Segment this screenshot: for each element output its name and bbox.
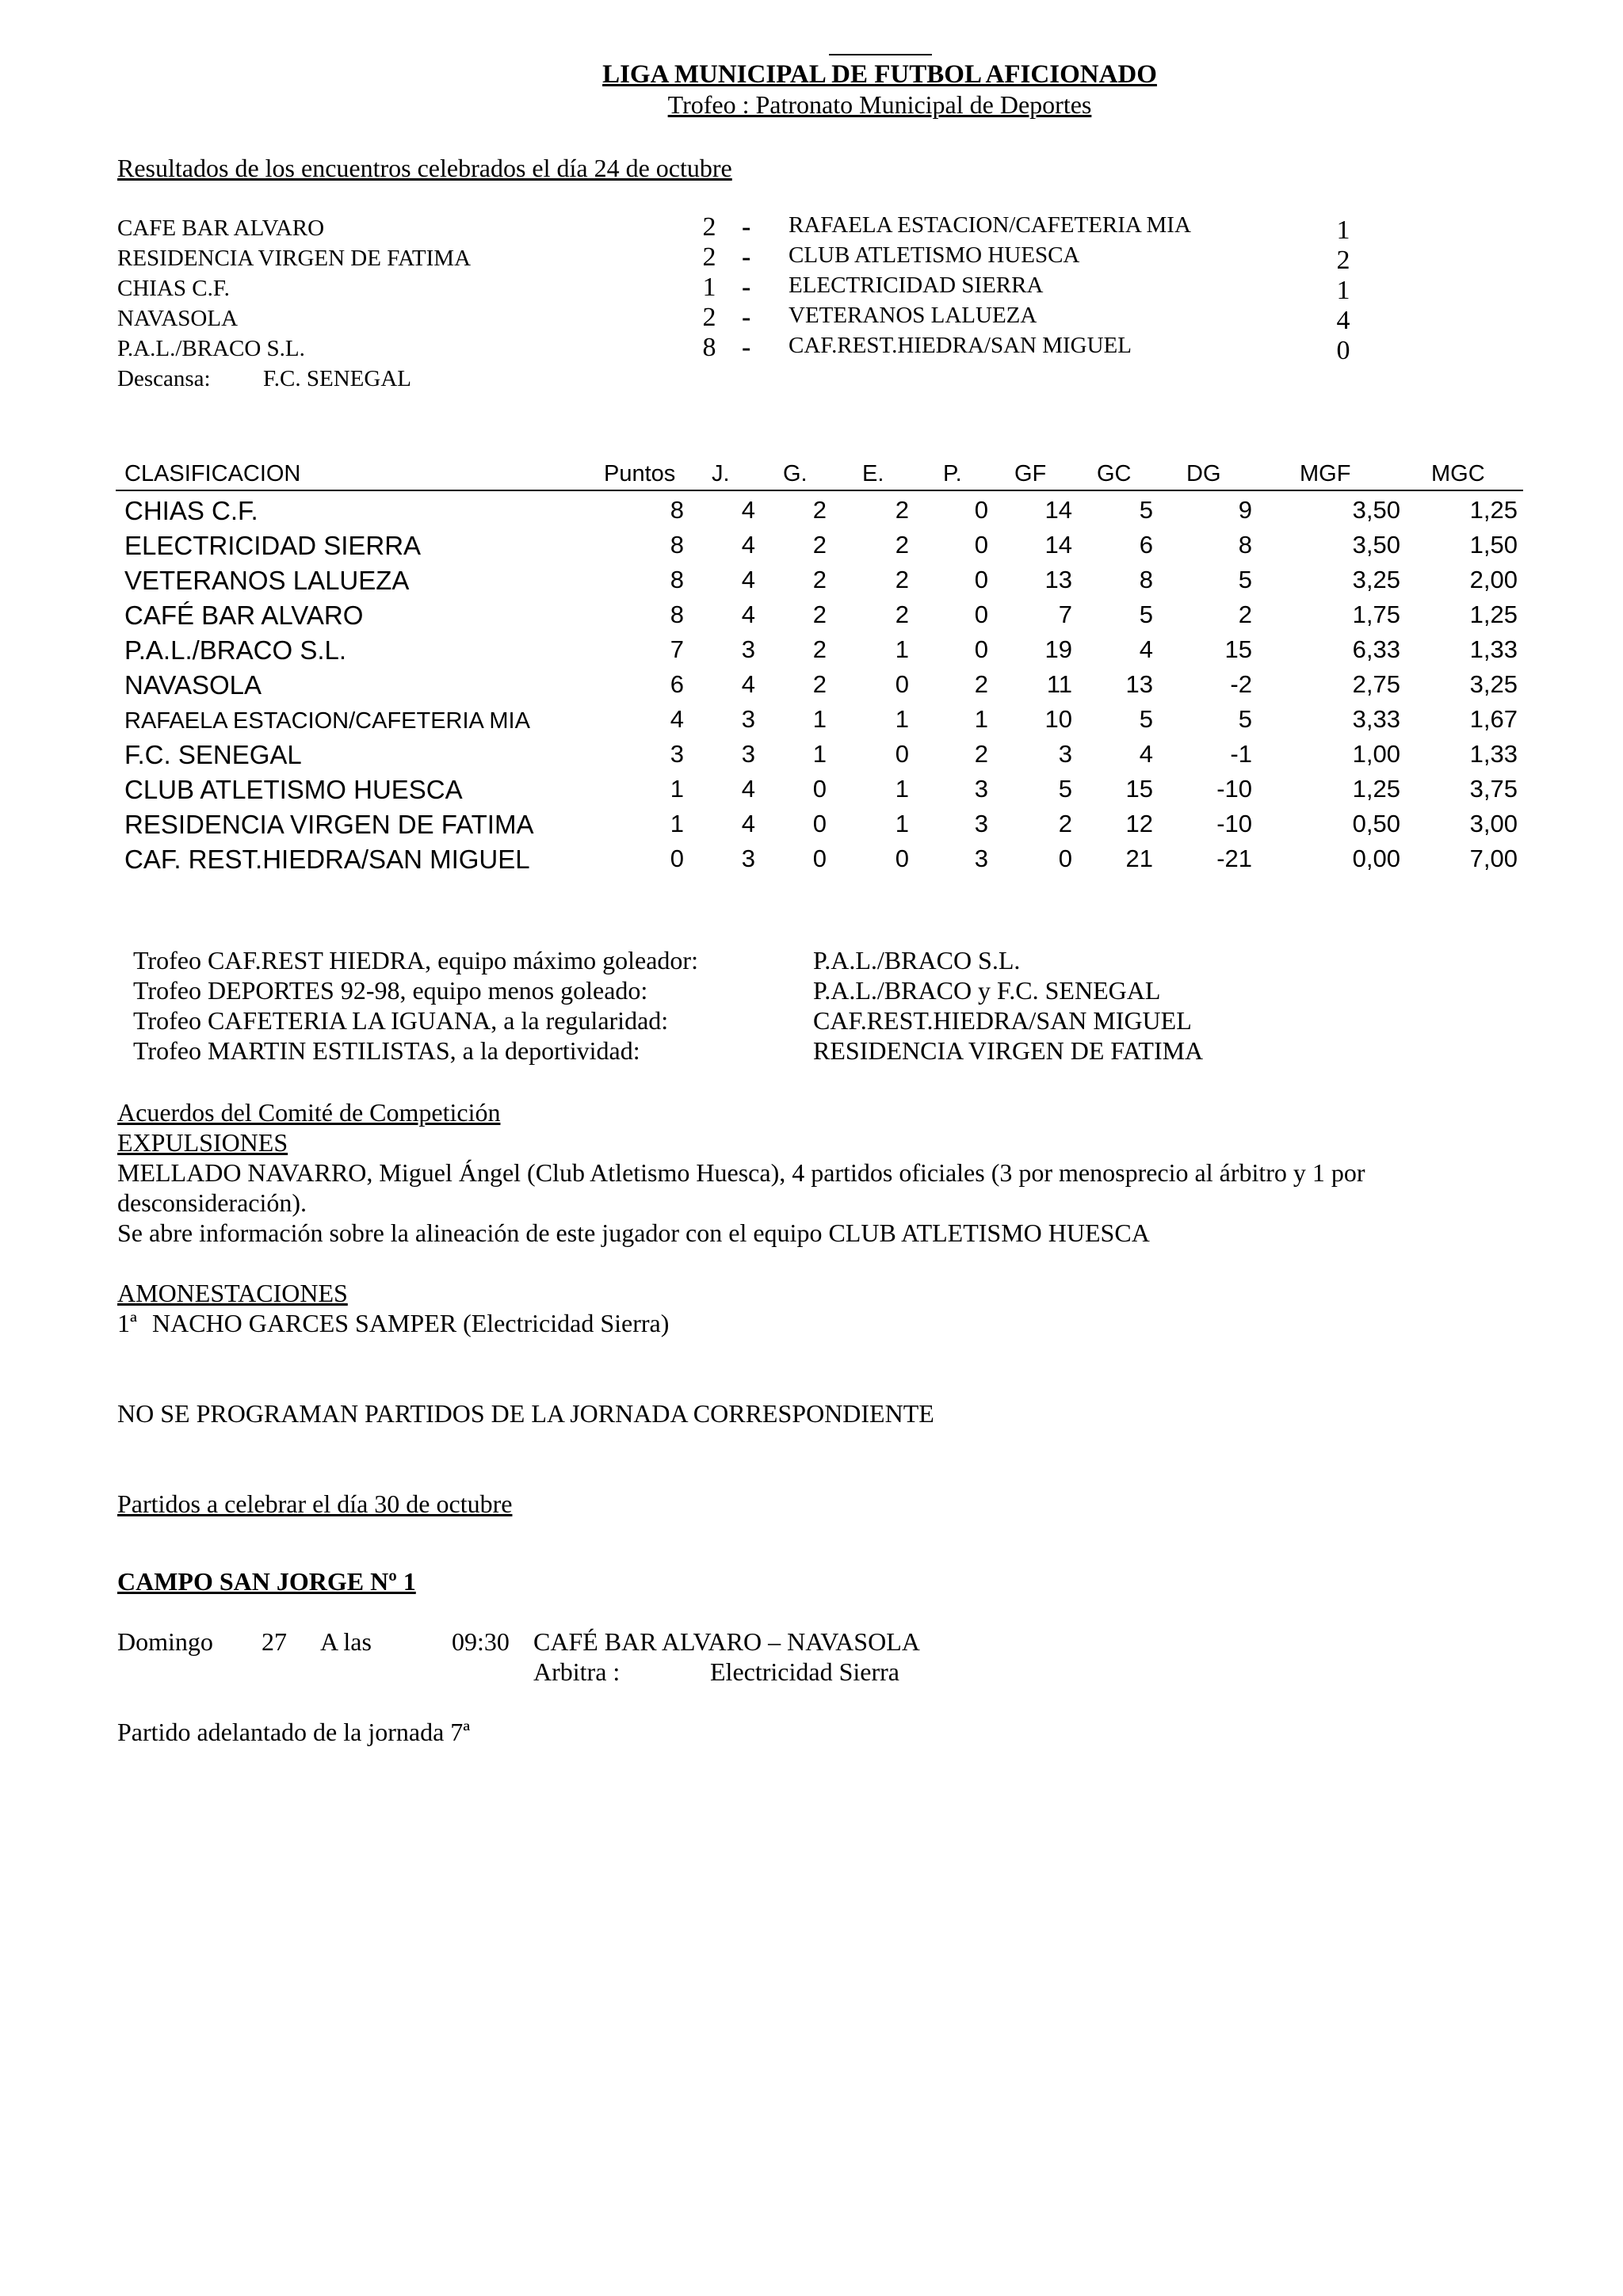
stat-cell: 3: [741, 705, 755, 733]
trophy-label: Trofeo DEPORTES 92-98, equipo menos goleado:: [133, 976, 648, 1005]
stat-cell: 0,00: [1352, 845, 1400, 872]
rest-team: F.C. SENEGAL: [263, 366, 411, 391]
referee-name: Electricidad Sierra: [710, 1657, 899, 1686]
trophy-winner: CAF.REST.HIEDRA/SAN MIGUEL: [813, 1006, 1192, 1035]
stat-cell: 0: [1058, 845, 1072, 872]
stat-cell: 1: [895, 810, 909, 837]
column-header: CLASIFICACION: [124, 461, 301, 486]
expulsion-text-line2: desconsideración).: [117, 1188, 307, 1217]
team-name: CHIAS C.F.: [124, 496, 258, 525]
stat-cell: 14: [1044, 531, 1072, 559]
stat-cell: 2: [1238, 601, 1252, 628]
team-name: CLUB ATLETISMO HUESCA: [124, 775, 463, 804]
stat-cell: 2: [895, 496, 909, 524]
fixture-teams: CAFÉ BAR ALVARO – NAVASOLA: [533, 1627, 920, 1656]
stat-cell: 1: [895, 635, 909, 663]
stat-cell: 14: [1044, 496, 1072, 524]
stat-cell: 3: [741, 635, 755, 663]
stat-cell: 0: [974, 635, 988, 663]
stat-cell: 8: [1139, 566, 1153, 593]
stat-cell: 9: [1238, 496, 1252, 524]
stat-cell: 1,50: [1469, 531, 1518, 559]
stat-cell: 2: [1058, 810, 1072, 837]
score-separator: -: [742, 303, 751, 332]
stat-cell: 8: [670, 566, 684, 593]
stat-cell: 10: [1044, 705, 1072, 733]
home-team: P.A.L./BRACO S.L.: [117, 336, 305, 361]
stat-cell: 1,00: [1352, 740, 1400, 768]
fixture-day: Domingo: [117, 1627, 213, 1656]
stat-cell: 3,33: [1352, 705, 1400, 733]
match-row: [0, 333, 1623, 363]
venue-heading: CAMPO SAN JORGE Nº 1: [117, 1567, 416, 1596]
stat-cell: 8: [670, 496, 684, 524]
stat-cell: 19: [1044, 635, 1072, 663]
standings-row: [0, 531, 1623, 566]
away-score: 4: [1336, 306, 1350, 335]
stat-cell: -2: [1230, 670, 1252, 698]
stat-cell: 4: [741, 496, 755, 524]
home-score: 1: [702, 273, 716, 302]
team-name: ELECTRICIDAD SIERRA: [124, 531, 422, 560]
stat-cell: 2: [812, 531, 827, 559]
team-name: CAF. REST.HIEDRA/SAN MIGUEL: [124, 845, 530, 874]
column-header: J.: [712, 461, 730, 486]
standings-row: [0, 810, 1623, 845]
notice: NO SE PROGRAMAN PARTIDOS DE LA JORNADA CORRESPONDIENTE: [117, 1399, 934, 1428]
fixture-at-label: A las: [320, 1627, 372, 1656]
standings-row: [0, 845, 1623, 879]
trophy-label: Trofeo CAFETERIA LA IGUANA, a la regularidad:: [133, 1006, 669, 1035]
stat-cell: 1: [895, 705, 909, 733]
home-score: 2: [702, 303, 716, 332]
match-row: [0, 212, 1623, 245]
stat-cell: 6: [670, 670, 684, 698]
stat-cell: 12: [1125, 810, 1153, 837]
away-team: VETERANOS LALUEZA: [789, 303, 1037, 328]
fixture-time: 09:30: [452, 1627, 510, 1656]
trophy-label: Trofeo MARTIN ESTILISTAS, a la deportividad:: [133, 1036, 640, 1065]
warning-number: 1ª: [117, 1309, 137, 1337]
warning-text: NACHO GARCES SAMPER (Electricidad Sierra): [152, 1309, 670, 1337]
stat-cell: 2: [974, 740, 988, 768]
trophy-label: Trofeo CAF.REST HIEDRA, equipo máximo goleador:: [133, 946, 698, 974]
stat-cell: 2,75: [1352, 670, 1400, 698]
stat-cell: -1: [1230, 740, 1252, 768]
home-team: CAFE BAR ALVARO: [117, 215, 325, 241]
match-row: [0, 242, 1623, 273]
stat-cell: 4: [741, 810, 755, 837]
stat-cell: 3: [974, 810, 988, 837]
home-team: CHIAS C.F.: [117, 276, 230, 301]
stat-cell: 0: [974, 531, 988, 559]
stat-cell: -10: [1216, 810, 1252, 837]
stat-cell: 3,50: [1352, 496, 1400, 524]
team-name: NAVASOLA: [124, 670, 262, 700]
stat-cell: 15: [1125, 775, 1153, 803]
stat-cell: -21: [1216, 845, 1252, 872]
stat-cell: 2: [812, 566, 827, 593]
stat-cell: 3,25: [1352, 566, 1400, 593]
stat-cell: 1,75: [1352, 601, 1400, 628]
column-header: E.: [862, 461, 884, 486]
header-rule: [829, 54, 932, 55]
stat-cell: 0: [895, 845, 909, 872]
stat-cell: 0: [974, 496, 988, 524]
standings-row: [0, 670, 1623, 705]
standings-row: [0, 705, 1623, 740]
stat-cell: 5: [1139, 705, 1153, 733]
stat-cell: 4: [741, 531, 755, 559]
stat-cell: 3: [741, 740, 755, 768]
score-separator: -: [742, 212, 751, 242]
score-separator: -: [742, 273, 751, 302]
warnings-heading: AMONESTACIONES: [117, 1279, 348, 1307]
fixture-date: 27: [262, 1627, 287, 1656]
team-name: RAFAELA ESTACION/CAFETERIA MIA: [124, 708, 530, 734]
away-score: 0: [1336, 336, 1350, 365]
stat-cell: 5: [1139, 601, 1153, 628]
stat-cell: 0,50: [1352, 810, 1400, 837]
stat-cell: 8: [670, 601, 684, 628]
stat-cell: 0: [974, 601, 988, 628]
stat-cell: 1: [670, 775, 684, 803]
stat-cell: 13: [1044, 566, 1072, 593]
stat-cell: 2: [895, 566, 909, 593]
expulsion-text-line1: MELLADO NAVARRO, Miguel Ángel (Club Atletismo Huesca), 4 partidos oficiales (3 por menosprecio al árbitro y 1 por: [117, 1158, 1365, 1187]
home-score: 2: [702, 242, 716, 272]
team-name: CAFÉ BAR ALVARO: [124, 601, 364, 630]
stat-cell: 3,25: [1469, 670, 1518, 698]
home-team: NAVASOLA: [117, 306, 239, 331]
stat-cell: 6: [1139, 531, 1153, 559]
committee-heading: Acuerdos del Comité de Competición: [117, 1098, 501, 1127]
stat-cell: 1,33: [1469, 740, 1518, 768]
stat-cell: 15: [1224, 635, 1252, 663]
stat-cell: 21: [1125, 845, 1153, 872]
stat-cell: 2: [895, 531, 909, 559]
column-header: DG: [1186, 461, 1221, 486]
away-score: 1: [1336, 276, 1350, 305]
stat-cell: 5: [1238, 566, 1252, 593]
stat-cell: 6,33: [1352, 635, 1400, 663]
stat-cell: 1,33: [1469, 635, 1518, 663]
home-score: 2: [702, 212, 716, 242]
rest-label: Descansa:: [117, 366, 211, 391]
trophy-row: [0, 976, 1623, 1008]
stat-cell: 8: [1238, 531, 1252, 559]
stat-cell: 3,75: [1469, 775, 1518, 803]
stat-cell: 3: [741, 845, 755, 872]
match-row: [0, 273, 1623, 303]
page-subtitle: Trofeo : Patronato Municipal de Deportes: [667, 90, 1092, 119]
standings-header-rule: [116, 490, 1523, 491]
stat-cell: 0: [812, 810, 827, 837]
stat-cell: 2: [812, 635, 827, 663]
page-title: LIGA MUNICIPAL DE FUTBOL AFICIONADO: [602, 60, 1157, 89]
team-name: P.A.L./BRACO S.L.: [124, 635, 347, 665]
stat-cell: 0: [812, 775, 827, 803]
home-team: RESIDENCIA VIRGEN DE FATIMA: [117, 246, 472, 271]
stat-cell: 3,00: [1469, 810, 1518, 837]
column-header: G.: [783, 461, 808, 486]
stat-cell: 13: [1125, 670, 1153, 698]
column-header: GC: [1097, 461, 1132, 486]
trophy-winner: RESIDENCIA VIRGEN DE FATIMA: [813, 1036, 1204, 1065]
stat-cell: 3: [1058, 740, 1072, 768]
stat-cell: 1: [895, 775, 909, 803]
results-heading: Resultados de los encuentros celebrados el día 24 de octubre: [117, 154, 732, 182]
stat-cell: 3,50: [1352, 531, 1400, 559]
score-separator: -: [742, 333, 751, 362]
trophy-winner: P.A.L./BRACO y F.C. SENEGAL: [813, 976, 1161, 1005]
referee-label: Arbitra :: [533, 1657, 621, 1686]
score-separator: -: [742, 242, 751, 272]
stat-cell: 2: [812, 496, 827, 524]
standings-row: [0, 635, 1623, 670]
stat-cell: 3: [974, 775, 988, 803]
stat-cell: 4: [741, 566, 755, 593]
standings-row: [0, 566, 1623, 601]
stat-cell: 5: [1238, 705, 1252, 733]
stat-cell: 8: [670, 531, 684, 559]
stat-cell: 5: [1139, 496, 1153, 524]
stat-cell: 2: [812, 601, 827, 628]
stat-cell: 0: [895, 670, 909, 698]
away-team: RAFAELA ESTACION/CAFETERIA MIA: [789, 212, 1191, 238]
stat-cell: 4: [670, 705, 684, 733]
fixtures-heading: Partidos a celebrar el día 30 de octubre: [117, 1489, 513, 1518]
stat-cell: 5: [1058, 775, 1072, 803]
stat-cell: 2: [974, 670, 988, 698]
standings-row: [0, 601, 1623, 635]
stat-cell: 3: [974, 845, 988, 872]
match-row: [0, 303, 1623, 333]
stat-cell: 1,25: [1469, 496, 1518, 524]
trophy-winner: P.A.L./BRACO S.L.: [813, 946, 1021, 974]
stat-cell: 4: [741, 670, 755, 698]
away-score: 1: [1336, 215, 1350, 245]
stat-cell: 2,00: [1469, 566, 1518, 593]
column-header: Puntos: [604, 461, 676, 486]
standings-row: [0, 496, 1623, 531]
stat-cell: 4: [741, 601, 755, 628]
fixture-note: Partido adelantado de la jornada 7ª: [117, 1718, 471, 1746]
stat-cell: 1,25: [1352, 775, 1400, 803]
column-header: P.: [943, 461, 962, 486]
stat-cell: 2: [895, 601, 909, 628]
expulsions-heading: EXPULSIONES: [117, 1128, 288, 1157]
stat-cell: 1: [974, 705, 988, 733]
stat-cell: -10: [1216, 775, 1252, 803]
stat-cell: 3: [670, 740, 684, 768]
away-team: ELECTRICIDAD SIERRA: [789, 273, 1044, 298]
stat-cell: 0: [895, 740, 909, 768]
team-name: RESIDENCIA VIRGEN DE FATIMA: [124, 810, 534, 839]
away-score: 2: [1336, 246, 1350, 275]
trophy-row: [0, 946, 1623, 978]
standings-row: [0, 775, 1623, 810]
stat-cell: 1,67: [1469, 705, 1518, 733]
stat-cell: 4: [1139, 635, 1153, 663]
column-header: GF: [1014, 461, 1047, 486]
stat-cell: 0: [670, 845, 684, 872]
stat-cell: 0: [812, 845, 827, 872]
stat-cell: 1: [670, 810, 684, 837]
stat-cell: 4: [1139, 740, 1153, 768]
stat-cell: 1: [812, 740, 827, 768]
away-team: CLUB ATLETISMO HUESCA: [789, 242, 1080, 268]
team-name: VETERANOS LALUEZA: [124, 566, 410, 595]
standings-row: [0, 740, 1623, 775]
stat-cell: 0: [974, 566, 988, 593]
away-team: CAF.REST.HIEDRA/SAN MIGUEL: [789, 333, 1132, 358]
trophy-row: [0, 1006, 1623, 1038]
column-header: MGC: [1431, 461, 1485, 486]
home-score: 8: [702, 333, 716, 362]
stat-cell: 2: [812, 670, 827, 698]
stat-cell: 7: [670, 635, 684, 663]
stat-cell: 7,00: [1469, 845, 1518, 872]
stat-cell: 1: [812, 705, 827, 733]
stat-cell: 11: [1046, 670, 1072, 698]
stat-cell: 1,25: [1469, 601, 1518, 628]
column-header: MGF: [1300, 461, 1351, 486]
stat-cell: 7: [1058, 601, 1072, 628]
team-name: F.C. SENEGAL: [124, 740, 302, 769]
expulsion-text-line3: Se abre información sobre la alineación de este jugador con el equipo CLUB ATLETISMO HUESCA: [117, 1219, 1150, 1247]
stat-cell: 4: [741, 775, 755, 803]
trophy-row: [0, 1036, 1623, 1068]
